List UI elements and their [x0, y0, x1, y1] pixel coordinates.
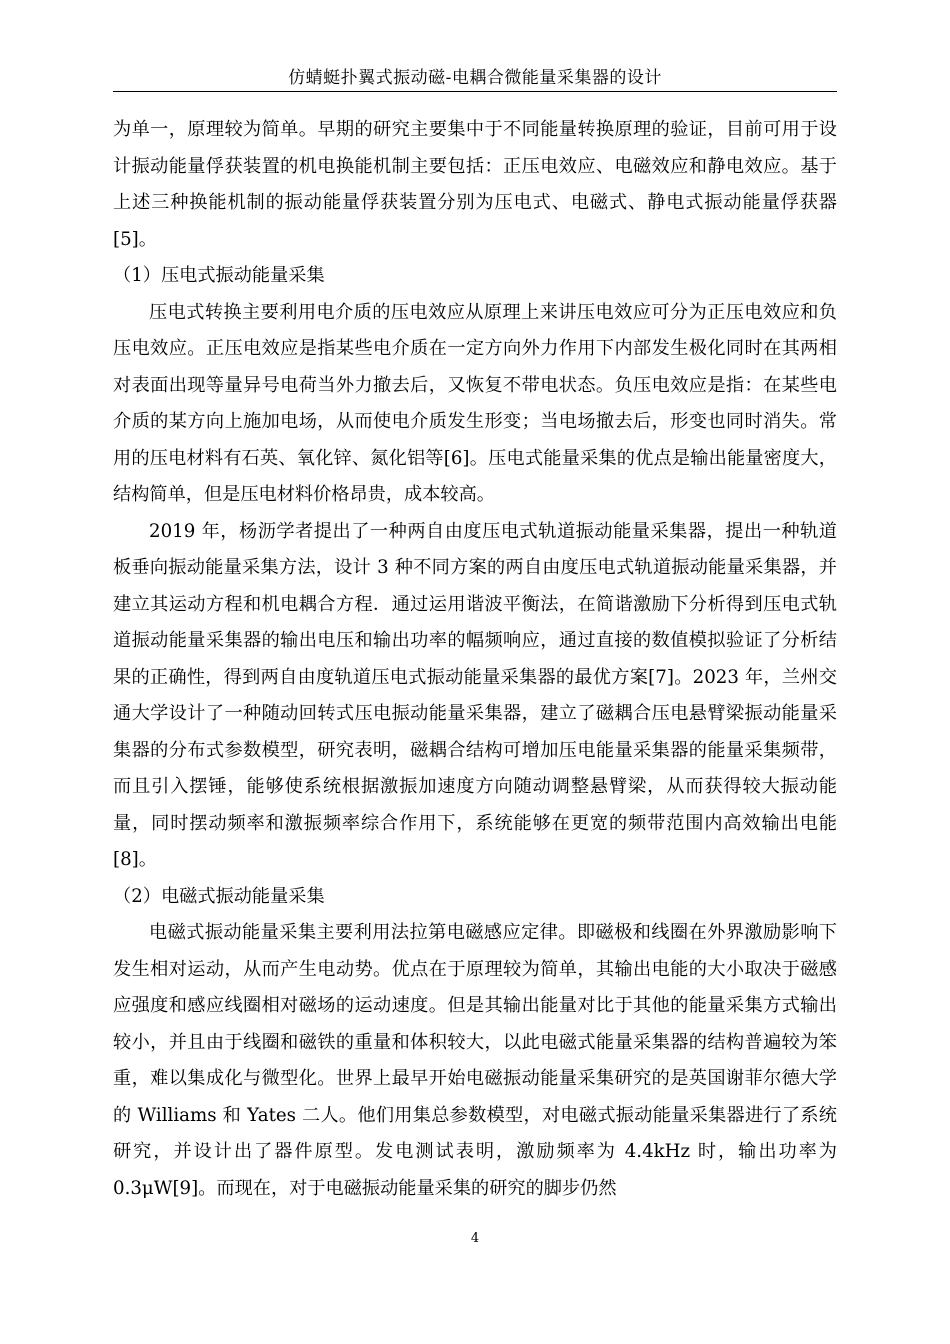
paragraph-piezoelectric-research: 2019 年，杨沥学者提出了一种两自由度压电式轨道振动能量采集器，提出一种轨道板垂向振动能量采集方法，设计 3 种不同方案的两自由度压电式轨道振动能量采集器，并建立其运动方程和机电耦合方程．通过运用谐波平衡法，在简谐激励下分析得到压电式轨道振动能量采集器的输出电压和输出功率的幅频响应，通过直接的数值模拟验证了分析结果的正确性，得到两自由度轨道压电式振动能量采集器的最优方案[7]。2023 年，兰州交通大学设计了一种随动回转式压电振动能量采集器，建立了磁耦合压电悬臂梁振动能量采集器的分布式参数模型，研究表明，磁耦合结构可增加压电能量采集器的能量采集频带，而且引入摆锤，能够使系统根据激振加速度方向随动调整悬臂梁，从而获得较大振动能量，同时摆动频率和激振频率综合作用下，系统能够在更宽的频带范围内高效输出电能[8]。: [113, 520, 837, 870]
body-text: [113, 112, 837, 1207]
paragraph-piezoelectric-principle: 压电式转换主要利用电介质的压电效应从原理上来讲压电效应可分为正压电效应和负压电效应。正压电效应是指某些电介质在一定方向外力作用下内部发生极化同时在其两相对表面出现等量异号电荷当外力撤去后，又恢复不带电状态。负压电效应是指：在某些电介质的某方向上施加电场，从而使电介质发生形变；当电场撤去后，形变也同时消失。常用的压电材料有石英、氧化锌、氮化铝等[6]。压电式能量采集的优点是输出能量密度大，结构简单，但是压电材料价格昂贵，成本较高。: [113, 301, 837, 505]
paragraph-electromagnetic: 电磁式振动能量采集主要利用法拉第电磁感应定律。即磁极和线圈在外界激励影响下发生相对运动，从而产生电动势。优点在于原理较为简单，其输出电能的大小取决于磁感应强度和感应线圈相对磁场的运动速度。但是其输出能量对比于其他的能量采集方式输出较小，并且由于线圈和磁铁的重量和体积较大，以此电磁式能量采集器的结构普遍较为笨重，难以集成化与微型化。世界上最早开始电磁振动能量采集研究的是英国谢菲尔德大学的 Williams 和 Yates 二人。他们用集总参数模型，对电磁式振动能量采集器进行了系统研究，并设计出了器件原型。发电测试表明，激励频率为 4.4kHz 时，输出功率为 0.3μW[9]。而现在，对于电磁振动能量采集的研究的脚步仍然: [113, 922, 837, 1199]
header-rule: [113, 91, 837, 92]
paragraph-continuation: 为单一，原理较为简单。早期的研究主要集中于不同能量转换原理的验证，目前可用于设计振动能量俘获装置的机电换能机制主要包括：正压电效应、电磁效应和静电效应。基于上述三种换能机制的振动能量俘获装置分别为压电式、电磁式、静电式振动能量俘获器[5]。: [113, 119, 837, 250]
page-number: 4: [470, 1231, 480, 1246]
section-heading-electromagnetic: （2）电磁式振动能量采集: [113, 885, 325, 907]
running-header: 仿蜻蜓扑翼式振动磁-电耦合微能量采集器的设计: [288, 68, 662, 88]
section-heading-piezoelectric: （1）压电式振动能量采集: [113, 265, 325, 286]
